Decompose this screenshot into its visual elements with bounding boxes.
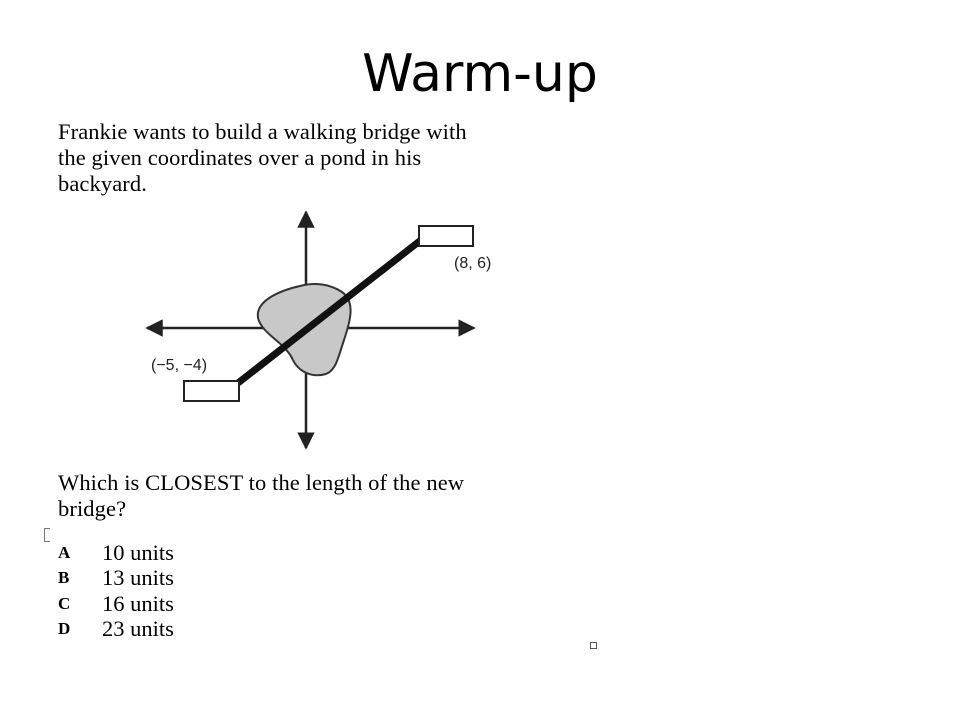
choice-text: 10 units [102,540,174,565]
choice-text: 13 units [102,565,174,591]
left-edge-bracket-mark [44,528,50,542]
start-coordinate-label: (−5, −4) [151,357,208,374]
problem-question [58,470,464,522]
end-coordinate-label: (8, 6) [454,255,492,272]
question-line: Which is CLOSEST to the length of the new [58,470,465,495]
bridge-end-start-box [184,381,239,401]
choice-letter: A [58,543,71,562]
intro-line: the given coordinates over a pond in his [58,145,422,170]
choice-text: 16 units [102,590,174,616]
intro-line: Frankie wants to build a walking bridge with [58,119,467,144]
intro-line: backyard. [58,171,147,196]
bridge-end-end-box [419,226,473,246]
choice-text: 23 units [102,615,174,641]
choice-letter: D [58,618,71,638]
slide-title: Warm-up [362,44,598,104]
question-line: bridge? [58,496,127,521]
corner-resize-mark [590,642,597,649]
choice-letter: B [58,568,70,588]
choice-letter: C [58,593,71,613]
